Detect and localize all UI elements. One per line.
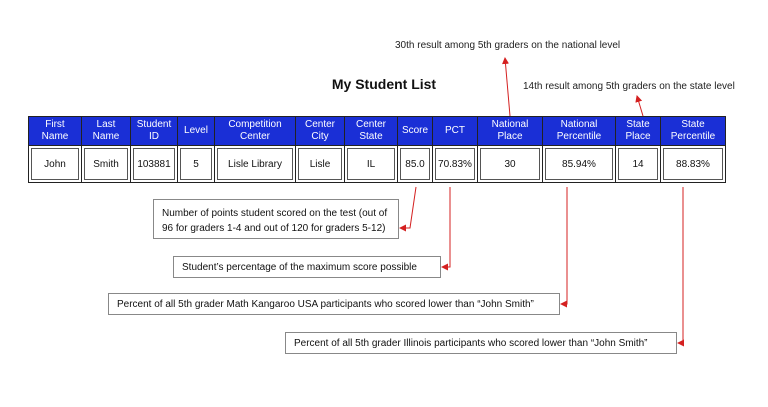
header-first-name: First Name bbox=[29, 117, 82, 146]
cell-level: 5 bbox=[178, 146, 215, 183]
cell-pct: 70.83% bbox=[433, 146, 478, 183]
header-score: Score bbox=[398, 117, 433, 146]
cell-score: 85.0 bbox=[398, 146, 433, 183]
header-level: Level bbox=[178, 117, 215, 146]
header-center-state: Center State bbox=[345, 117, 398, 146]
state-place-note: 14th result among 5th graders on the state level bbox=[523, 81, 735, 92]
score-note-line-2: 96 for graders 1-4 and out of 120 for graders 5-12) bbox=[162, 223, 386, 234]
header-competition-center: Competition Center bbox=[215, 117, 296, 146]
cell-first-name: John bbox=[29, 146, 82, 183]
header-last-name: Last Name bbox=[82, 117, 131, 146]
arrow-score bbox=[400, 187, 416, 228]
arrow-national-place bbox=[505, 58, 510, 116]
header-national-place: National Place bbox=[478, 117, 543, 146]
cell-center-state: IL bbox=[345, 146, 398, 183]
header-state-percentile: State Percentile bbox=[661, 117, 726, 146]
cell-national-percentile: 85.94% bbox=[543, 146, 616, 183]
header-national-percentile: National Percentile bbox=[543, 117, 616, 146]
header-student-id: Student ID bbox=[131, 117, 178, 146]
pct-note-box: Student’s percentage of the maximum score possible bbox=[173, 256, 441, 278]
arrow-national-percentile bbox=[561, 187, 567, 304]
national-percentile-note-box: Percent of all 5th grader Math Kangaroo USA participants who scored lower than “John Smith” bbox=[108, 293, 560, 315]
arrow-state-percentile bbox=[678, 187, 683, 343]
arrow-state-place bbox=[637, 96, 643, 116]
cell-state-place: 14 bbox=[616, 146, 661, 183]
cell-national-place: 30 bbox=[478, 146, 543, 183]
header-center-city: Center City bbox=[296, 117, 345, 146]
cell-last-name: Smith bbox=[82, 146, 131, 183]
cell-state-percentile: 88.83% bbox=[661, 146, 726, 183]
page-title: My Student List bbox=[331, 76, 437, 92]
national-place-note: 30th result among 5th graders on the national level bbox=[395, 40, 621, 51]
state-percentile-note-box: Percent of all 5th grader Illinois participants who scored lower than “John Smith” bbox=[285, 332, 677, 354]
header-pct: PCT bbox=[433, 117, 478, 146]
arrow-pct bbox=[442, 187, 450, 267]
cell-competition-center: Lisle Library bbox=[215, 146, 296, 183]
header-state-place: State Place bbox=[616, 117, 661, 146]
score-note-line-1: Number of points student scored on the test (out of bbox=[162, 208, 388, 219]
cell-student-id: 103881 bbox=[131, 146, 178, 183]
cell-center-city: Lisle bbox=[296, 146, 345, 183]
